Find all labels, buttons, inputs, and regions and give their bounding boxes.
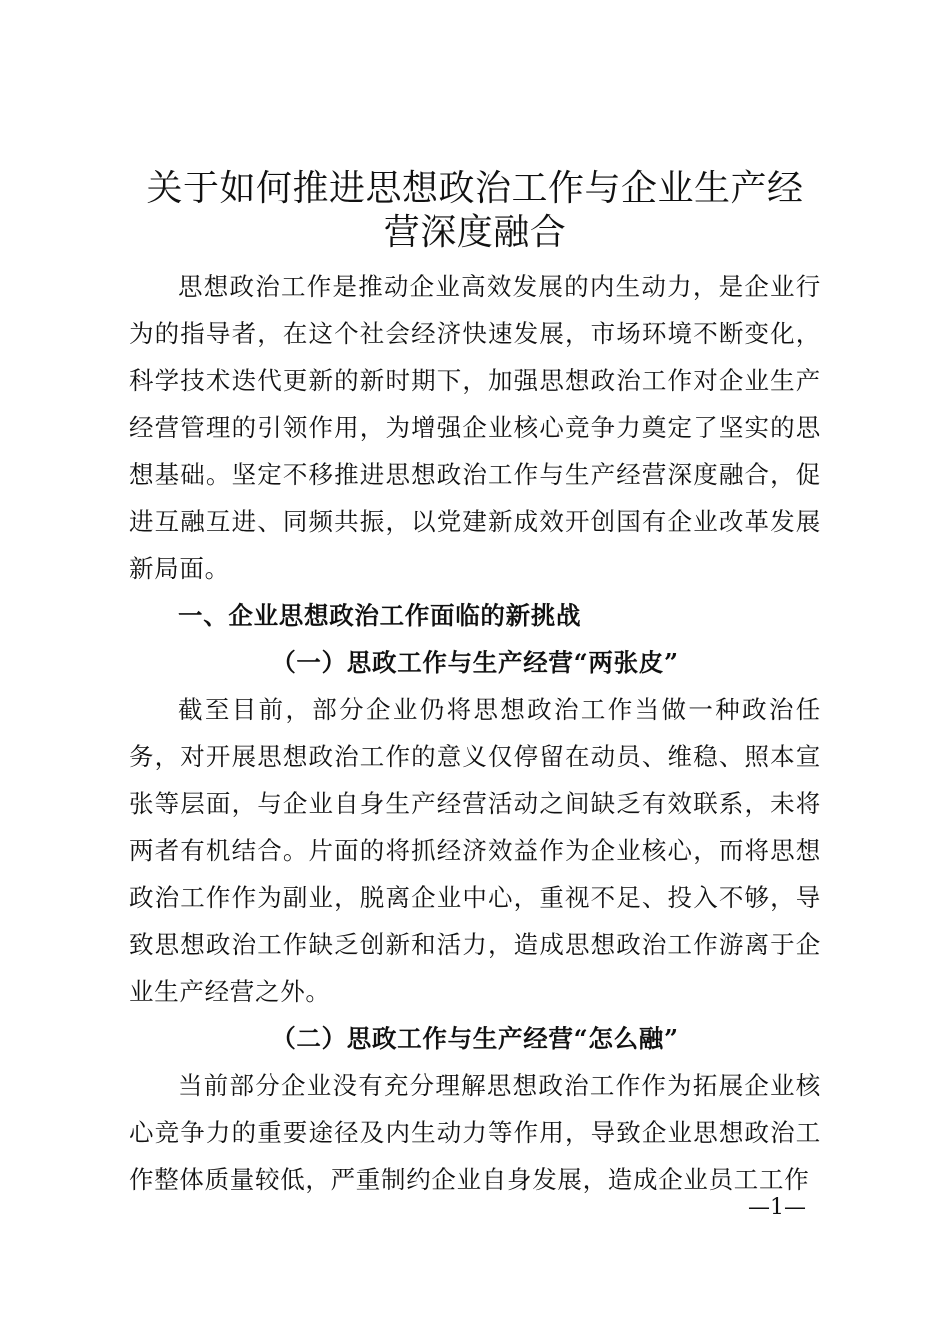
subsection-2-paragraph: 当前部分企业没有充分理解思想政治工作作为拓展企业核心竞争力的重要途径及内生动力等作用，导致企业思想政治工作整体质量较低，严重制约企业自身发展，造成企业员工工作 <box>129 1071 821 1194</box>
intro-paragraph: 思想政治工作是推动企业高效发展的内生动力，是企业行为的指导者，在这个社会经济快速发展，市场环境不断变化，科学技术迭代更新的新时期下，加强思想政治工作对企业生产经营管理的引领作用，为增强企业核心竞争力奠定了坚实的思想基础。坚定不移推进思想政治工作与生产经营深度融合，促进互融互进、同频共振，以党建新成效开创国有企业改革发展新局面。 <box>129 272 821 583</box>
document-title: 关于如何推进思想政治工作与企业生产经营深度融合 <box>146 168 804 253</box>
page-number: —1— <box>748 1195 806 1220</box>
subsection-heading-2: （二）思政工作与生产经营“怎么融” <box>271 1024 679 1053</box>
section-heading-1: 一、企业思想政治工作面临的新挑战 <box>178 601 582 630</box>
document-body <box>129 167 821 1203</box>
subsection-1-paragraph: 截至目前，部分企业仍将思想政治工作当做一种政治任务，对开展思想政治工作的意义仅停留在动员、维稳、照本宣张等层面，与企业自身生产经营活动之间缺乏有效联系，未将两者有机结合。片面的将抓经济效益作为企业核心，而将思想政治工作作为副业，脱离企业中心，重视不足、投入不够，导致思想政治工作缺乏创新和活力，造成思想政治工作游离于企业生产经营之外。 <box>129 695 821 1006</box>
subsection-heading-1: （一）思政工作与生产经营“两张皮” <box>271 648 679 677</box>
